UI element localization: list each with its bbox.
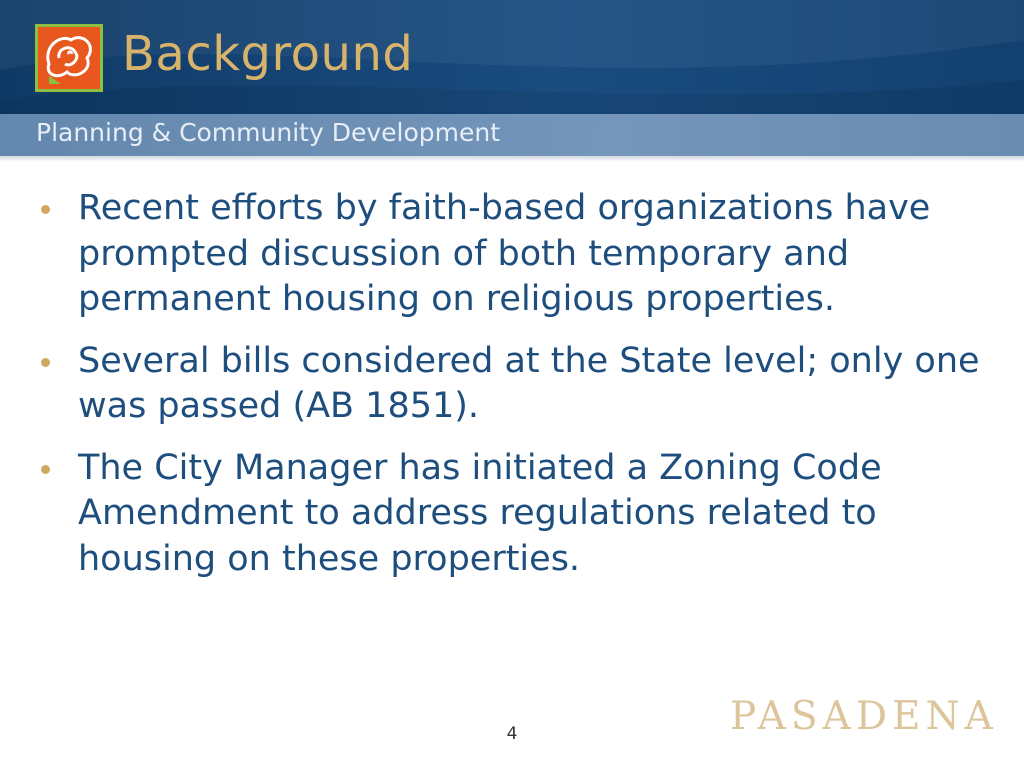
rose-logo-icon [35, 24, 103, 92]
bullet-text: The City Manager has initiated a Zoning Code Amendment to address regulations related to housing on these properties. [78, 447, 882, 579]
pasadena-wordmark: PASADENA [730, 694, 998, 739]
department-bar-shadow [0, 156, 1024, 162]
bullet-dot-icon [41, 465, 50, 474]
bullet-text: Recent efforts by faith-based organizations have prompted discussion of both temporary and permanent housing on religious properties. [78, 188, 931, 319]
bullet-item [38, 446, 988, 583]
bullet-dot-icon [41, 205, 50, 214]
bullet-item [38, 339, 988, 430]
bullet-item [38, 186, 988, 323]
bullet-text: Several bills considered at the State level; only one was passed (AB 1851). [78, 340, 980, 426]
slide-title: Background [122, 26, 414, 82]
bullet-dot-icon [41, 358, 50, 367]
department-name: Planning & Community Development [36, 118, 501, 147]
bullet-list [38, 186, 988, 598]
page-number: 4 [506, 724, 518, 744]
